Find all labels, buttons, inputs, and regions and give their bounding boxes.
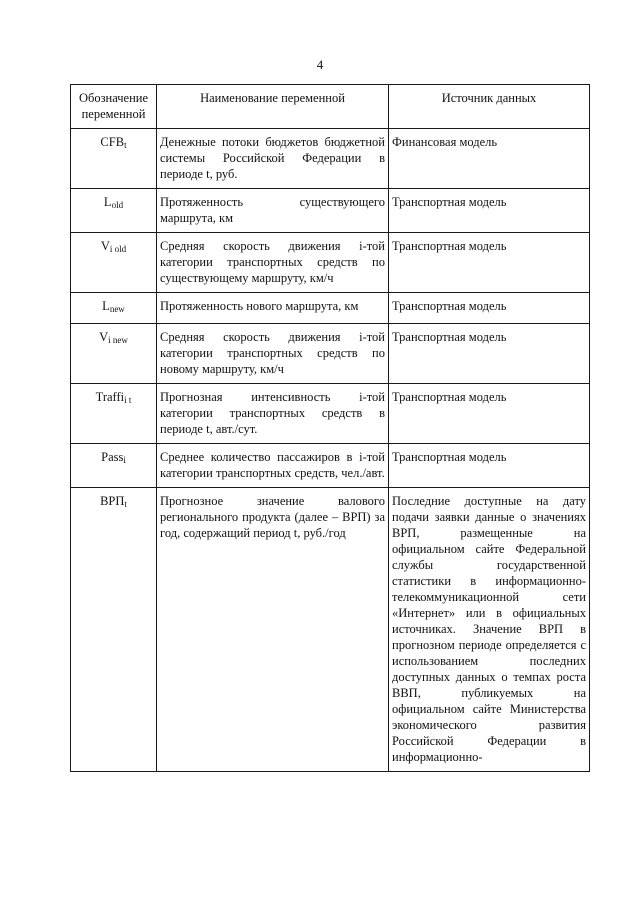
variable-name: Протяженность существующего маршрута, км — [157, 189, 389, 233]
symbol-base: V — [99, 330, 109, 344]
symbol-subscript: i t — [124, 395, 132, 405]
table-row — [71, 189, 590, 233]
variable-name: Средняя скорость движения i-той категории транспортных средств по существующему маршруту, км/ч — [157, 233, 389, 293]
symbol-base: V — [100, 239, 110, 253]
symbol-base: Pass — [101, 450, 124, 464]
header-symbol: Обозначение переменной — [71, 85, 157, 129]
symbol-subscript: i new — [108, 335, 128, 345]
variable-name: Средняя скорость движения i-той категории транспортных средств по новому маршруту, км/ч — [157, 324, 389, 384]
table-row — [71, 488, 590, 772]
variable-source: Транспортная модель — [389, 324, 590, 384]
variables-table — [70, 84, 590, 772]
table-header-row — [71, 85, 590, 129]
variable-symbol — [71, 129, 157, 189]
variable-source: Транспортная модель — [389, 444, 590, 488]
variable-name: Прогнозная интенсивность i-той категории транспортных средств в периоде t, авт./сут. — [157, 384, 389, 444]
variable-source: Последние доступные на дату подачи заявки данные о значениях ВРП, размещенные на официальном сайте Федеральной службы государственной статистики в информационно-телекоммуникационной сети «Интернет» или в официальных источниках. Значение ВРП в прогнозном периоде определяется с использованием последних доступных данных о темпах роста ВВП, публикуемых на официальном сайте Министерства экономического развития Российской Федерации в информационно- — [389, 488, 590, 772]
header-source: Источник данных — [389, 85, 590, 129]
table-row — [71, 324, 590, 384]
table-row — [71, 293, 590, 324]
table-row — [71, 444, 590, 488]
symbol-subscript: old — [111, 200, 124, 210]
symbol-base: CFB — [100, 135, 125, 149]
table-row — [71, 129, 590, 189]
symbol-base: L — [102, 299, 110, 313]
symbol-base: ВРП — [100, 494, 125, 508]
header-name: Наименование переменной — [157, 85, 389, 129]
variable-symbol — [71, 233, 157, 293]
variable-source: Транспортная модель — [389, 384, 590, 444]
symbol-base: Traffi — [95, 390, 125, 404]
variable-name: Денежные потоки бюджетов бюджетной системы Российской Федерации в периоде t, руб. — [157, 129, 389, 189]
variable-symbol — [71, 189, 157, 233]
table-row — [71, 384, 590, 444]
variable-symbol — [71, 293, 157, 324]
variable-symbol — [71, 444, 157, 488]
variable-symbol — [71, 384, 157, 444]
symbol-subscript: i — [123, 455, 126, 465]
symbol-subscript: i old — [109, 244, 127, 254]
symbol-subscript: t — [124, 140, 127, 150]
page-number: 4 — [316, 57, 324, 72]
variable-symbol — [71, 488, 157, 772]
variable-name: Протяженность нового маршрута, км — [157, 293, 389, 324]
variable-symbol — [71, 324, 157, 384]
variable-source: Транспортная модель — [389, 189, 590, 233]
variable-source: Финансовая модель — [389, 129, 590, 189]
variable-name: Среднее количество пассажиров в i-той категории транспортных средств, чел./авт. — [157, 444, 389, 488]
variable-name: Прогнозное значение валового регионального продукта (далее – ВРП) за год, содержащий период t, руб./год — [157, 488, 389, 772]
symbol-subscript: new — [109, 304, 125, 314]
variable-source: Транспортная модель — [389, 233, 590, 293]
variable-source: Транспортная модель — [389, 293, 590, 324]
table-row — [71, 233, 590, 293]
symbol-base: L — [103, 195, 112, 209]
symbol-subscript: t — [124, 499, 127, 509]
